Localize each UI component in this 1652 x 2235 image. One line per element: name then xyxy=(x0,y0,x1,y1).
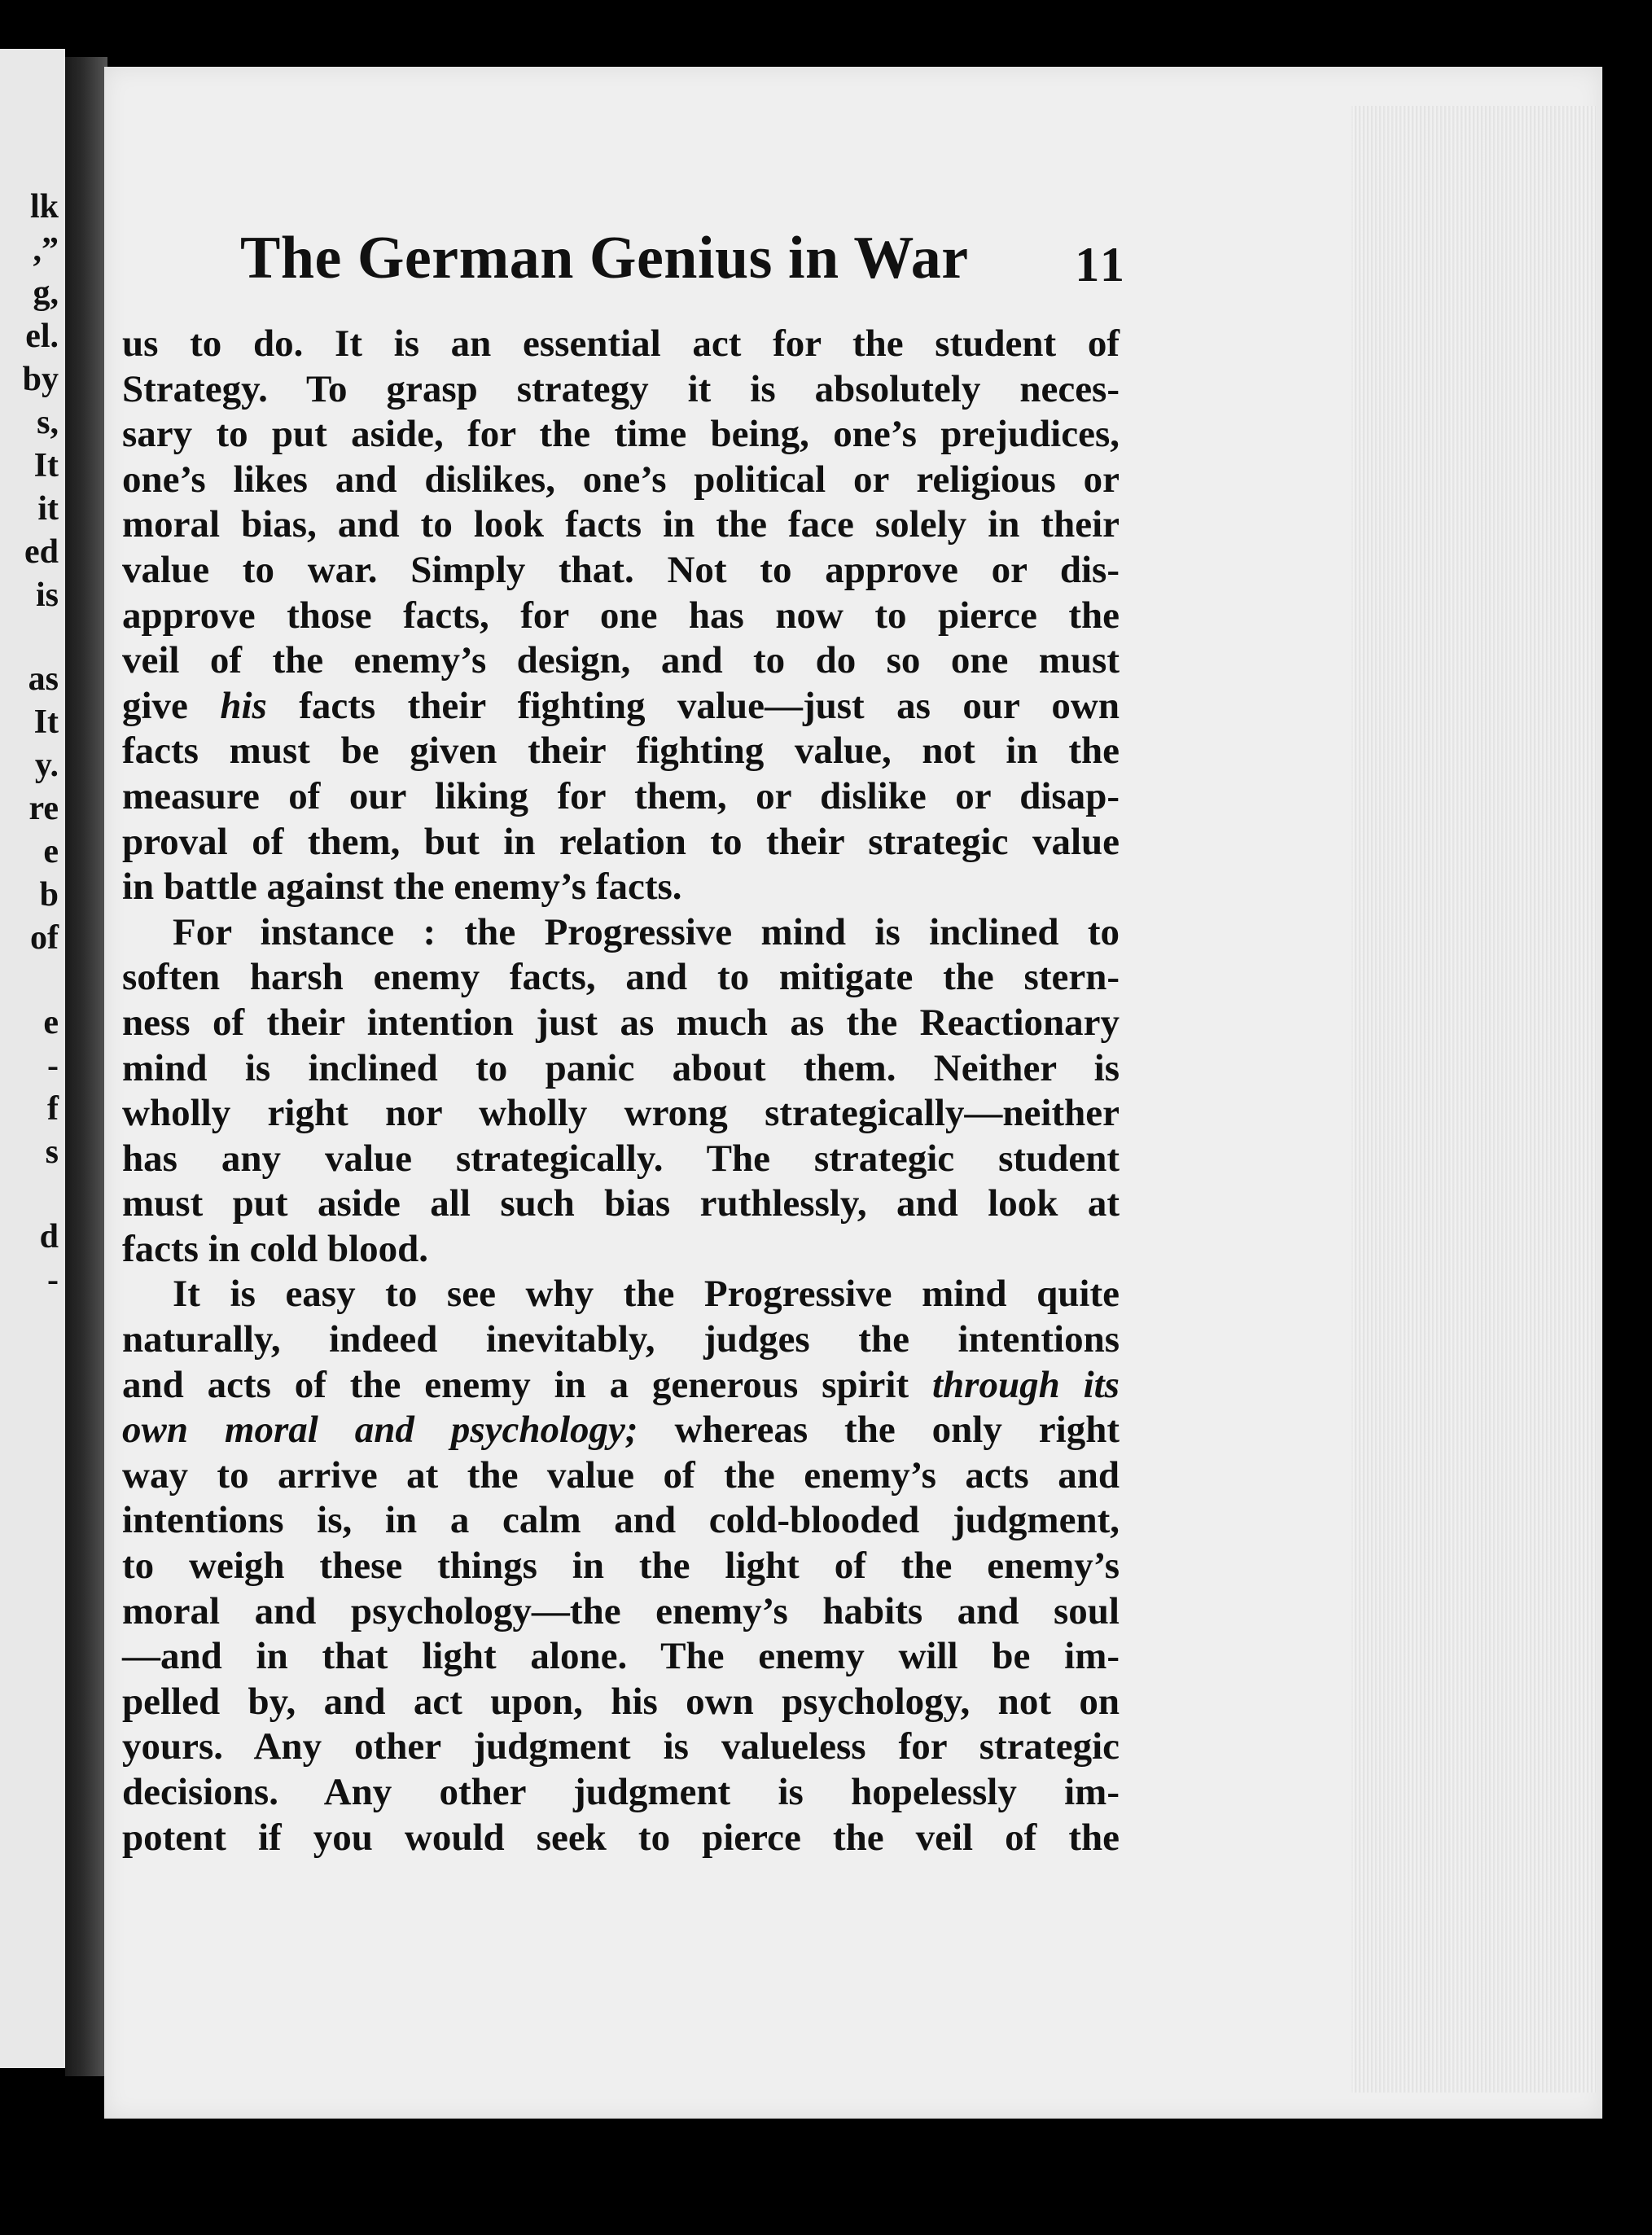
facing-page-fragment: by xyxy=(22,361,59,398)
facing-page-fragment: lk xyxy=(29,188,59,226)
text-line: decisions. Any other judgment is hopelessly im- xyxy=(122,1771,1120,1813)
facing-page-fragment: re xyxy=(28,790,59,827)
facing-page-fragment: el. xyxy=(25,318,59,355)
text-line: mind is inclined to panic about them. Neither is xyxy=(122,1046,1120,1089)
text-line: facts in cold blood. xyxy=(122,1227,429,1270)
text-run: whereas the only right xyxy=(638,1409,1120,1452)
facing-page-fragment: d xyxy=(39,1218,59,1256)
facing-page-fragment: - xyxy=(47,1261,59,1299)
text-line: yours. Any other judgment is valueless for strategic xyxy=(122,1725,1120,1768)
facing-page-fragment: f xyxy=(47,1090,59,1128)
facing-page-fragment: ,” xyxy=(33,231,59,269)
text-line: way to arrive at the value of the enemy’s acts and xyxy=(122,1453,1120,1497)
facing-page-fragment: It xyxy=(33,447,59,484)
facing-page-fragment: ed xyxy=(24,533,59,571)
text-line: intentions is, in a calm and cold-blooded judgment, xyxy=(122,1499,1120,1542)
running-title: The German Genius in War xyxy=(240,225,969,291)
text-line: proval of them, but in relation to their strategic value xyxy=(122,820,1120,863)
text-line: moral and psychology—the enemy’s habits and soul xyxy=(122,1589,1120,1632)
text-line: us to do. It is an essential act for the student of xyxy=(122,322,1120,365)
text-line: ness of their intention just as much as the Reactionary xyxy=(122,1001,1120,1044)
facing-page-fragment: It xyxy=(33,703,59,741)
text-line: —and in that light alone. The enemy will be im- xyxy=(122,1635,1120,1678)
text-line: wholly right nor wholly wrong strategically—neither xyxy=(122,1092,1120,1135)
italic-run: through its xyxy=(931,1363,1120,1406)
text-line: naturally, indeed inevitably, judges the intentions xyxy=(122,1318,1120,1361)
facing-page-fragment: e xyxy=(43,833,59,870)
text-line: sary to put aside, for the time being, one’s prejudices, xyxy=(122,413,1120,456)
text-line xyxy=(122,1408,1120,1453)
facing-page-fragment: s xyxy=(45,1133,59,1171)
facing-page-fragment: b xyxy=(39,876,59,914)
facing-page-fragment: g, xyxy=(33,274,59,312)
text-line xyxy=(122,684,1120,730)
facing-page-fragment: of xyxy=(30,919,59,957)
italic-run: his xyxy=(220,684,267,727)
text-line: value to war. Simply that. Not to approve or dis- xyxy=(122,548,1120,591)
text-line: For instance : the Progressive mind is inclined to xyxy=(173,910,1120,953)
facing-page-fragment: it xyxy=(37,490,59,528)
facing-page-fragment: - xyxy=(47,1047,59,1085)
page-edge-stack xyxy=(1352,106,1596,2093)
text-line xyxy=(122,1363,1120,1409)
text-line: approve those facts, for one has now to pierce the xyxy=(122,594,1120,637)
text-line: soften harsh enemy facts, and to mitigate the stern- xyxy=(122,956,1120,999)
facing-page-fragment: is xyxy=(35,576,59,614)
text-line: It is easy to see why the Progressive mind quite xyxy=(173,1273,1120,1316)
text-run: facts their fighting value—just as our own xyxy=(266,684,1120,727)
text-line: measure of our liking for them, or dislike or disap- xyxy=(122,774,1120,817)
page-number: 11 xyxy=(1075,238,1128,291)
facing-page-fragment: as xyxy=(28,660,59,698)
text-line: to weigh these things in the light of the enemy’s xyxy=(122,1545,1120,1588)
text-line: must put aside all such bias ruthlessly, and look at xyxy=(122,1182,1120,1225)
text-line: has any value strategically. The strategic student xyxy=(122,1137,1120,1180)
facing-page-fragment: y. xyxy=(34,747,59,784)
italic-run: own moral and psychology; xyxy=(122,1409,638,1452)
book-gutter xyxy=(65,57,107,2076)
body-text xyxy=(122,322,1120,1860)
text-line: one’s likes and dislikes, one’s political or religious or xyxy=(122,458,1120,501)
text-line: facts must be given their fighting value, not in the xyxy=(122,730,1120,773)
facing-page-fragment: e xyxy=(43,1004,59,1041)
facing-page-edge xyxy=(0,49,65,2068)
facing-page-fragment: s, xyxy=(37,404,59,441)
text-line: Strategy. To grasp strategy it is absolutely neces- xyxy=(122,367,1120,410)
text-run: give xyxy=(122,684,221,727)
running-head xyxy=(240,224,1128,313)
text-run: and acts of the enemy in a generous spirit xyxy=(122,1363,932,1406)
text-line: veil of the enemy’s design, and to do so one must xyxy=(122,639,1120,682)
text-line: moral bias, and to look facts in the face solely in their xyxy=(122,503,1120,546)
text-line: potent if you would seek to pierce the veil of the xyxy=(122,1816,1120,1859)
text-line: in battle against the enemy’s facts. xyxy=(122,866,682,909)
text-line: pelled by, and act upon, his own psychology, not on xyxy=(122,1680,1120,1723)
